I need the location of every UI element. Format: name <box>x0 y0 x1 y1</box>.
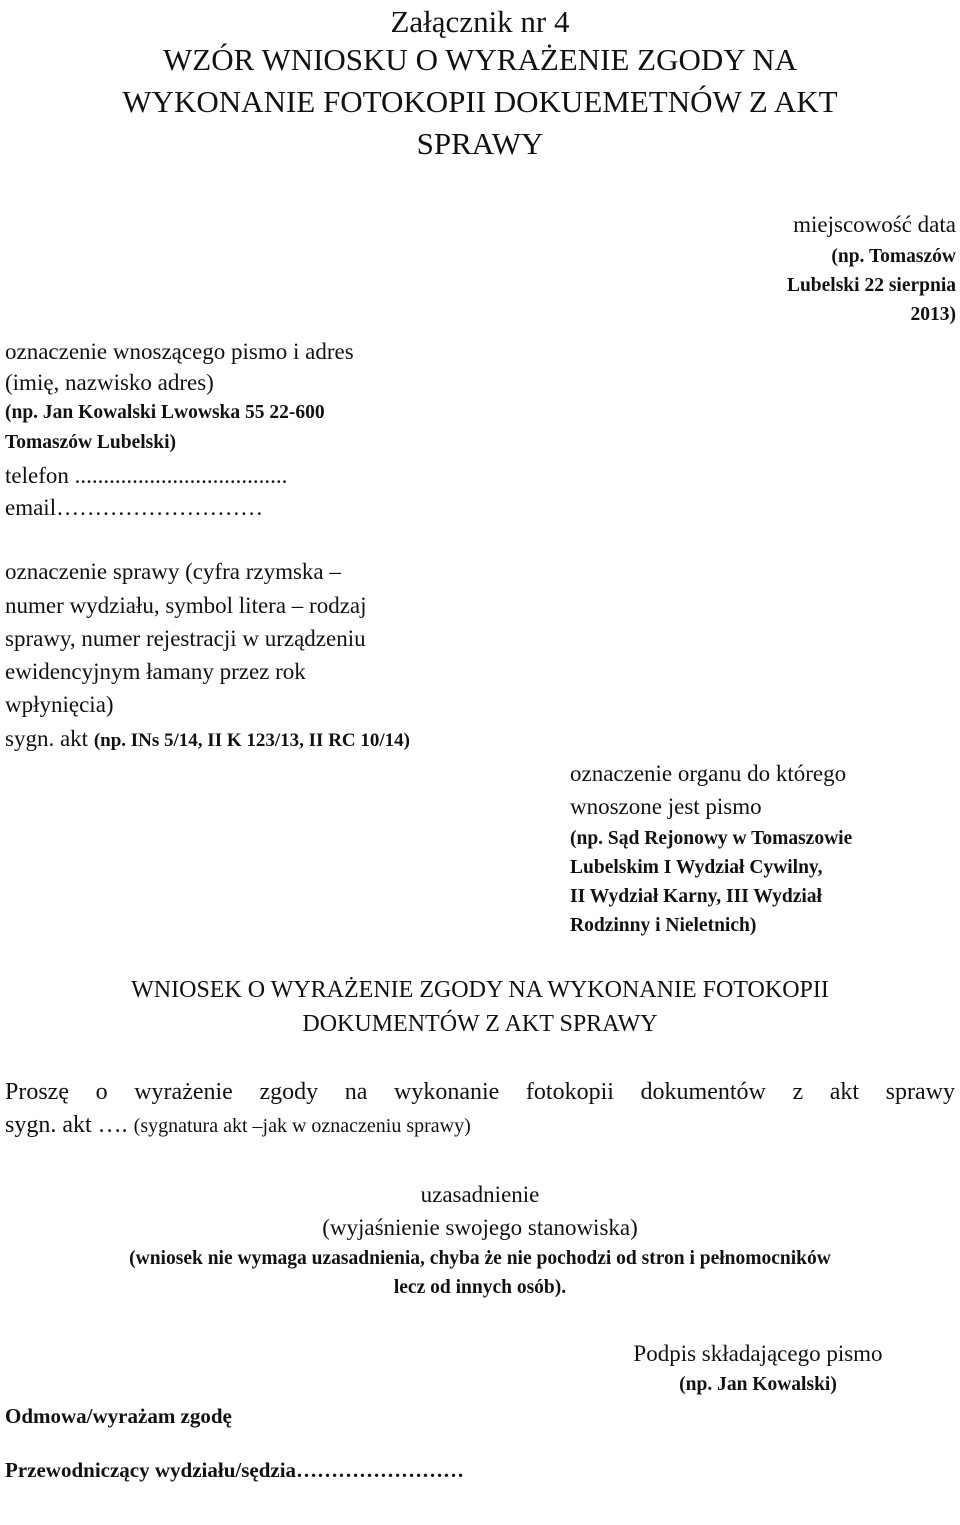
case-label-line5: wpłynięcia) <box>5 692 114 717</box>
justification-subtitle: (wyjaśnienie swojego stanowiska) <box>322 1215 638 1240</box>
case-label-line4: ewidencyjnym łamany przez rok <box>5 659 306 684</box>
court-example-line4: Rodzinny i Nieletnich) <box>570 915 757 936</box>
case-signature-line <box>5 722 410 757</box>
request-body-line2 <box>5 1109 471 1143</box>
court-label-line1: oznaczenie organu do którego <box>570 761 847 786</box>
case-signature-label: sygn. akt <box>5 726 94 751</box>
justification-title: uzasadnienie <box>420 1182 540 1207</box>
place-date-example-line2: Lubelski 22 sierpnia <box>786 275 956 296</box>
justification-note-line1: (wniosek nie wymaga uzasadnienia, chyba że nie pochodzi od stron i pełnomocników <box>129 1248 831 1269</box>
applicant-label-line1: oznaczenie wnoszącego pismo i adres <box>5 339 354 364</box>
place-date-label: miejscowość data <box>793 212 956 237</box>
request-title-line1: WNIOSEK O WYRAŻENIE ZGODY NA WYKONANIE FOTOKOPII <box>131 977 829 1003</box>
attachment-label: Załącznik nr 4 <box>390 4 570 39</box>
decision-consent: Odmowa/wyrażam zgodę <box>5 1404 232 1428</box>
case-signature-example: (np. INs 5/14, II K 123/13, II RC 10/14) <box>93 730 410 751</box>
document-title-line1: WZÓR WNIOSKU O WYRAŻENIE ZGODY NA <box>163 42 797 77</box>
court-example-line1: (np. Sąd Rejonowy w Tomaszowie <box>570 828 853 849</box>
applicant-example-line2: Tomaszów Lubelski) <box>5 432 177 453</box>
signature-example: (np. Jan Kowalski) <box>679 1374 837 1395</box>
request-signature-prefix: sygn. akt …. <box>5 1112 128 1138</box>
court-example-line3: II Wydział Karny, III Wydział <box>570 886 822 907</box>
case-label-line3: sprawy, numer rejestracji w urządzeniu <box>5 626 366 651</box>
case-label-line2: numer wydziału, symbol litera – rodzaj <box>5 593 367 618</box>
request-signature-note: (sygnatura akt –jak w oznaczeniu sprawy) <box>133 1115 471 1137</box>
place-date-example-line1: (np. Tomaszów <box>831 246 956 267</box>
request-body-line1: Proszę o wyrażenie zgody na wykonanie fotokopii dokumentów z akt sprawy <box>5 1079 955 1105</box>
place-date-example-line3: 2013) <box>910 304 956 325</box>
justification-note-line2: lecz od innych osób). <box>393 1277 567 1298</box>
applicant-label-line2: (imię, nazwisko adres) <box>5 370 214 395</box>
court-label-line2: wnoszone jest pismo <box>570 794 762 819</box>
case-label-line1: oznaczenie sprawy (cyfra rzymska – <box>5 559 341 584</box>
document-title-line2: WYKONANIE FOTOKOPII DOKUEMETNÓW Z AKT <box>122 84 838 119</box>
applicant-phone: telefon ..................................... <box>5 463 288 488</box>
document-title-line3: SPRAWY <box>416 126 544 161</box>
applicant-email: email……………………… <box>5 495 264 520</box>
request-title-line2: DOKUMENTÓW Z AKT SPRAWY <box>302 1011 658 1037</box>
applicant-example-line1: (np. Jan Kowalski Lwowska 55 22-600 <box>5 402 325 423</box>
decision-judge: Przewodniczący wydziału/sędzia…………………… <box>5 1458 465 1482</box>
court-example-line2: Lubelskim I Wydział Cywilny, <box>570 857 823 878</box>
signature-label: Podpis składającego pismo <box>633 1341 883 1366</box>
